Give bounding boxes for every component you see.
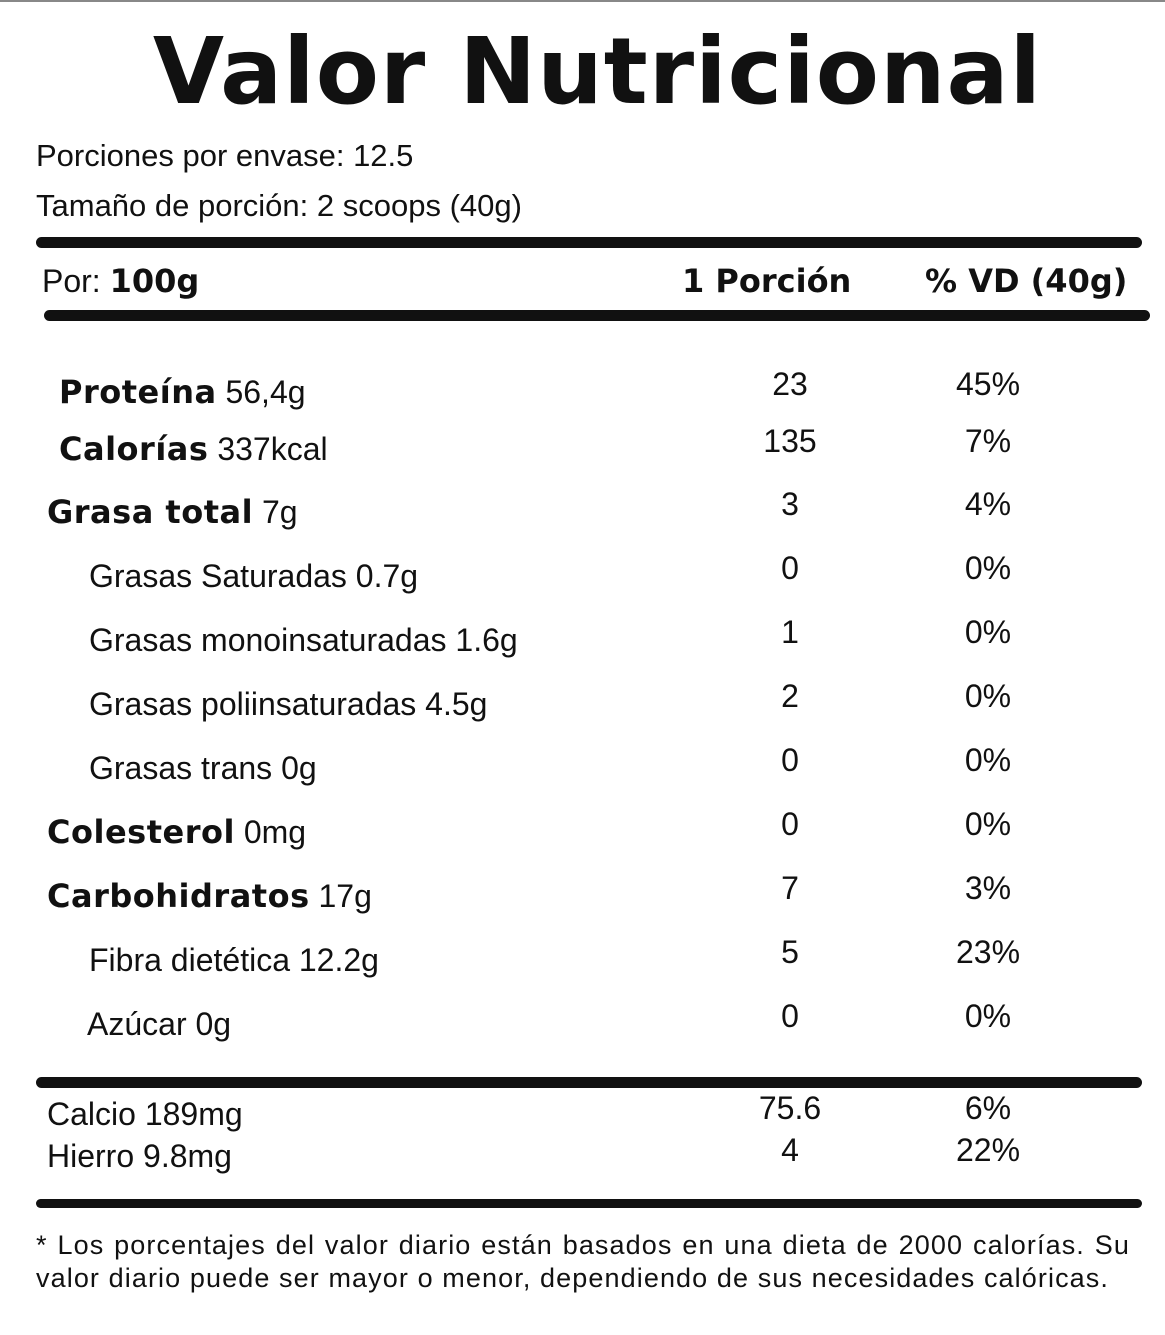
nutrient-vd: 3% xyxy=(964,870,1012,906)
portion-header: 1 Porción xyxy=(682,262,852,300)
nutrient-vd: 4% xyxy=(964,486,1012,522)
nutrient-name: Carbohidratos 17g xyxy=(47,877,372,915)
nutrient-name: Grasas Saturadas 0.7g xyxy=(89,558,419,594)
nutrient-vd: 0% xyxy=(964,678,1012,714)
nutrient-portion: 2 xyxy=(781,678,799,714)
mineral-vd: 22% xyxy=(955,1132,1021,1168)
nutrient-portion: 7 xyxy=(781,870,799,906)
mineral-portion: 4 xyxy=(781,1132,799,1168)
nutrient-vd: 7% xyxy=(964,423,1012,459)
nutrient-row-proteina xyxy=(0,366,1165,422)
nutrient-portion: 23 xyxy=(772,366,808,402)
mineral-name: Hierro 9.8mg xyxy=(47,1138,232,1174)
nutrient-row-azucar xyxy=(0,998,1165,1054)
nutrient-row-grasas-saturadas xyxy=(0,550,1165,606)
divider-thick-minerals xyxy=(36,1077,1142,1088)
mineral-name: Calcio 189mg xyxy=(47,1096,243,1132)
nutrient-name: Proteína 56,4g xyxy=(59,373,306,411)
nutrient-vd: 0% xyxy=(964,614,1012,650)
divider-thick-bottom xyxy=(36,1199,1142,1208)
mineral-row-hierro xyxy=(0,1132,1165,1178)
nutrient-name: Azúcar 0g xyxy=(87,1006,232,1042)
mineral-row-calcio xyxy=(0,1090,1165,1136)
nutrient-name: Colesterol 0mg xyxy=(47,813,307,851)
mineral-portion: 75.6 xyxy=(758,1090,822,1126)
nutrient-name: Grasas monoinsaturadas 1.6g xyxy=(89,622,518,658)
nutrient-portion: 0 xyxy=(781,998,799,1034)
nutrient-row-grasas-mono xyxy=(0,614,1165,670)
nutrient-portion: 0 xyxy=(781,806,799,842)
nutrient-row-calorias xyxy=(0,423,1165,479)
nutrient-name: Grasas trans 0g xyxy=(89,750,317,786)
nutrient-vd: 0% xyxy=(964,806,1012,842)
divider-thick-top xyxy=(36,237,1142,248)
nutrient-vd: 23% xyxy=(955,934,1021,970)
per-value: 100g xyxy=(109,262,200,300)
vd-header: % VD (40g) xyxy=(925,262,1128,300)
nutrient-portion: 5 xyxy=(781,934,799,970)
top-border xyxy=(0,0,1165,2)
nutrient-row-grasas-poli xyxy=(0,678,1165,734)
per-label: Por: xyxy=(42,263,101,299)
nutrient-portion: 0 xyxy=(781,742,799,778)
label-title: Valor Nutricional xyxy=(152,18,1043,125)
servings-per-container: Porciones por envase: 12.5 xyxy=(36,138,414,173)
nutrient-row-colesterol xyxy=(0,806,1165,862)
nutrient-row-fibra xyxy=(0,934,1165,990)
nutrient-name: Grasa total 7g xyxy=(47,493,298,531)
nutrient-portion: 135 xyxy=(763,423,817,459)
nutrient-vd: 45% xyxy=(955,366,1021,402)
nutrient-vd: 0% xyxy=(964,742,1012,778)
divider-thick-header xyxy=(44,310,1150,321)
per-header xyxy=(42,262,199,300)
footnote: * Los porcentajes del valor diario están basados en una dieta de 2000 calorías. Su valor diario puede ser mayor o menor, dependiendo de sus necesidades calóricas. xyxy=(36,1230,1130,1293)
nutrient-portion: 1 xyxy=(781,614,799,650)
nutrient-name: Fibra dietética 12.2g xyxy=(89,942,379,978)
serving-size: Tamaño de porción: 2 scoops (40g) xyxy=(36,188,522,223)
nutrient-name: Grasas poliinsaturadas 4.5g xyxy=(89,686,488,722)
nutrient-name: Calorías 337kcal xyxy=(59,430,328,468)
nutrient-portion: 3 xyxy=(781,486,799,522)
nutrient-vd: 0% xyxy=(964,998,1012,1034)
nutrient-vd: 0% xyxy=(964,550,1012,586)
nutrient-row-carbohidratos xyxy=(0,870,1165,926)
nutrient-portion: 0 xyxy=(781,550,799,586)
nutrient-row-grasas-trans xyxy=(0,742,1165,798)
mineral-vd: 6% xyxy=(964,1090,1012,1126)
nutrient-row-grasa-total xyxy=(0,486,1165,542)
